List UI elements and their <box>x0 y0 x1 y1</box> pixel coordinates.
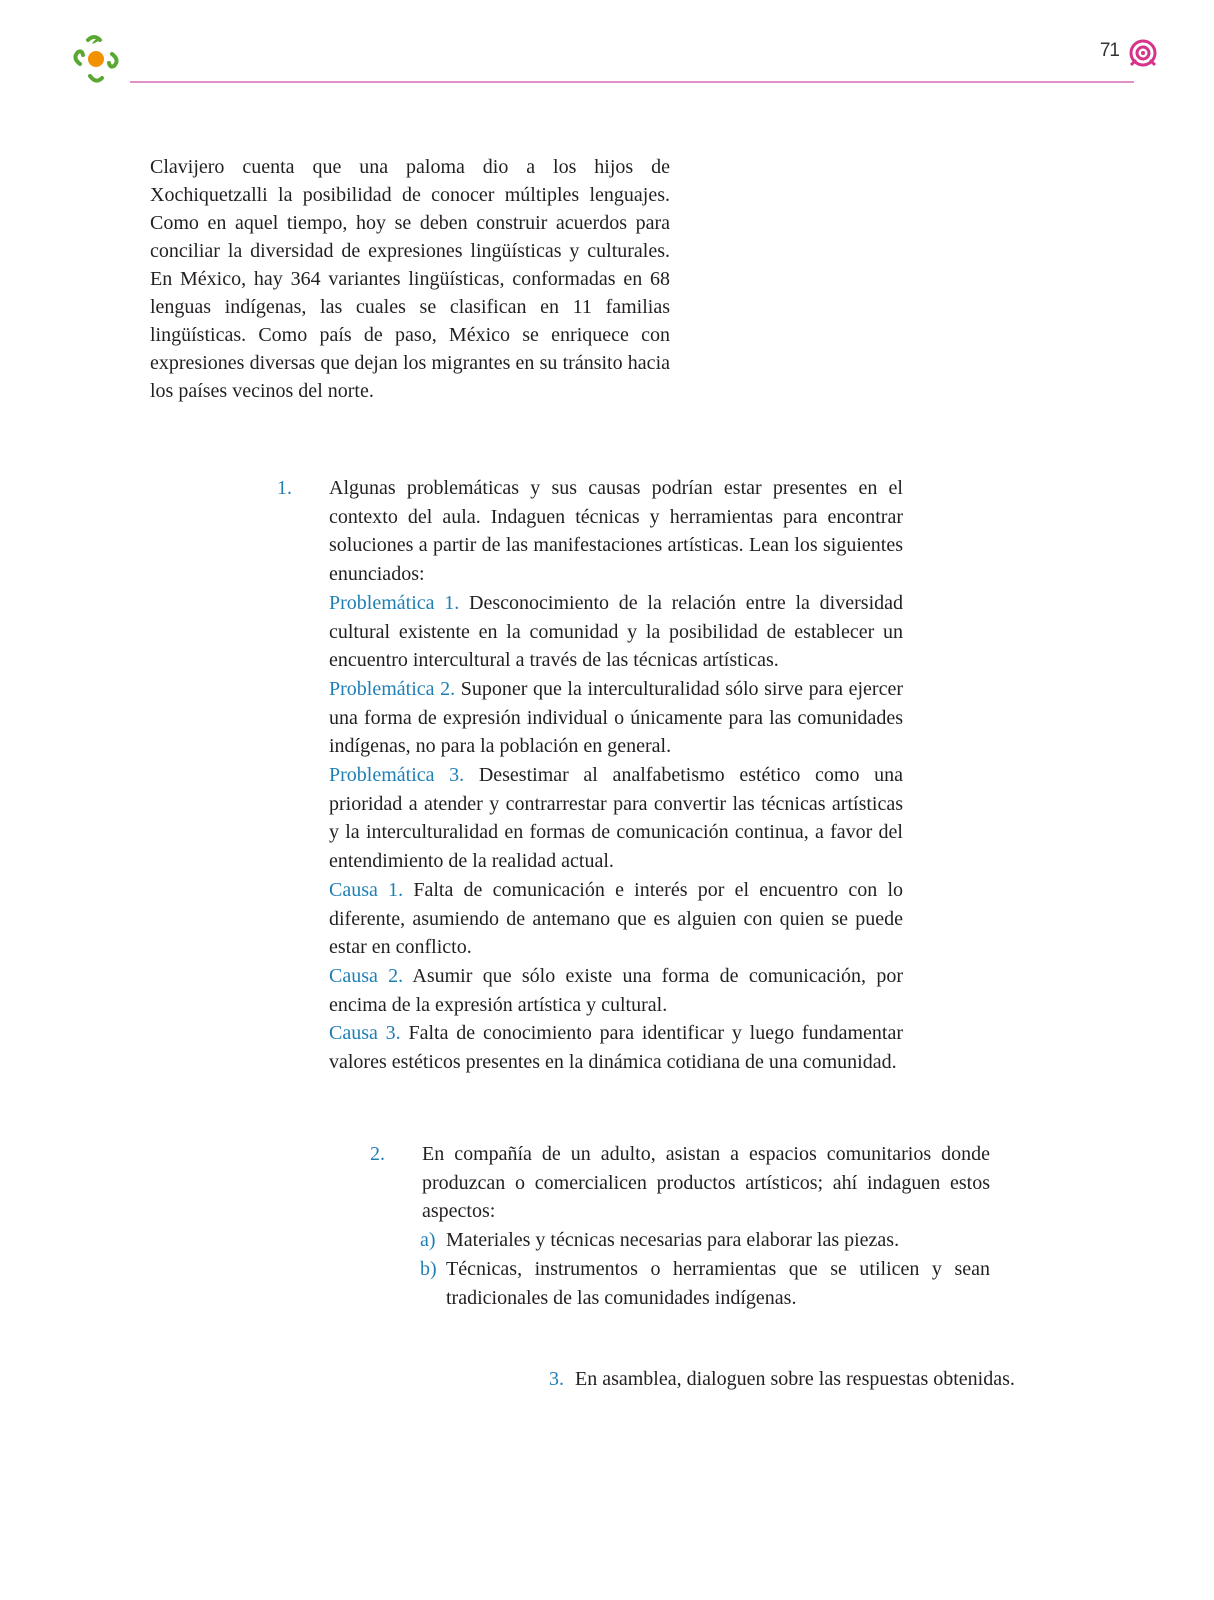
activity-1 <box>277 474 903 1077</box>
cause-item <box>303 962 903 1019</box>
intro-paragraph: Clavijero cuenta que una paloma dio a los hijos de Xochiquetzalli la posibilidad de conocer múltiples lenguajes. Como en aquel tiempo, hoy se deben construir acuerdos para conciliar la diversidad de expresiones lingüísticas y culturales. En México, hay 364 variantes lingüísticas, conformadas en 68 lenguas indígenas, las cuales se clasifican en 11 familias lingüísticas. Como país de paso, México se enriquece con expresiones diversas que dejan los migrantes en su tránsito hacia los países vecinos del norte. <box>150 156 670 402</box>
cause-text: Asumir que sólo existe una forma de comunicación, por encima de la expresión artística y cultural. <box>329 964 903 1016</box>
aspect-item <box>420 1255 990 1312</box>
problem-item <box>303 675 903 761</box>
activity-3 <box>549 1365 1069 1394</box>
ornament-icon <box>1128 38 1158 68</box>
problem-item <box>303 589 903 675</box>
problem-label: Problemática 2. <box>329 677 456 700</box>
cause-text: Falta de comunicación e interés por el encuentro con lo diferente, asumiendo de antemano que es alguien con quien se puede estar en conflicto. <box>329 878 903 959</box>
activity-1-number: 1. <box>277 477 292 499</box>
activity-2-intro <box>370 1140 990 1226</box>
cause-text: Falta de conocimiento para identificar y luego fundamentar valores estéticos presentes en la dinámica cotidiana de una comunidad. <box>329 1022 903 1074</box>
activity-3-intro <box>549 1365 1069 1394</box>
problem-item <box>303 761 903 876</box>
aspect-text: Técnicas, instrumentos o herramientas que se utilicen y sean tradicionales de las comunidades indígenas. <box>446 1257 990 1309</box>
cause-label: Causa 3. <box>329 1022 401 1045</box>
problem-label: Problemática 3. <box>329 764 465 787</box>
activity-2-number: 2. <box>370 1143 385 1165</box>
flower-logo-icon <box>72 34 128 86</box>
problem-label: Problemática 1. <box>329 591 460 614</box>
activity-3-number: 3. <box>549 1368 564 1390</box>
header-rule <box>130 81 1134 83</box>
cause-label: Causa 1. <box>329 878 404 901</box>
aspect-text: Materiales y técnicas necesarias para elaborar las piezas. <box>446 1229 900 1252</box>
activity-2-text: En compañía de un adulto, asistan a espacios comunitarios donde produzcan o comercialicen productos artísticos; ahí indaguen estos aspectos: <box>422 1143 990 1223</box>
activity-2 <box>370 1140 990 1312</box>
page-number: 71 <box>1099 40 1119 61</box>
cause-item <box>303 876 903 962</box>
aspect-label: b) <box>420 1257 437 1280</box>
problem-text: Desconocimiento de la relación entre la diversidad cultural existente en la comunidad y la posibilidad de establecer un encuentro intercultural a través de las técnicas artísticas. <box>329 591 903 672</box>
cause-item <box>303 1019 903 1076</box>
problem-text: Desestimar al analfabetismo estético como una prioridad a atender y contrarrestar para convertir las técnicas artísticas y la interculturalidad en formas de comunicación continua, a favor del entendimiento de la realidad actual. <box>329 764 903 873</box>
aspect-label: a) <box>420 1229 436 1252</box>
aspect-item <box>420 1226 990 1255</box>
activity-1-intro <box>277 474 903 589</box>
activity-3-text: En asamblea, dialoguen sobre las respuestas obtenidas. <box>575 1368 1015 1390</box>
activity-1-text: Algunas problemáticas y sus causas podrían estar presentes en el contexto del aula. Indaguen técnicas y herramientas para encontrar soluciones a partir de las manifestaciones artísticas. Lean los siguientes enunciados: <box>329 477 903 586</box>
problem-text: Suponer que la interculturalidad sólo sirve para ejercer una forma de expresión individual o únicamente para las comunidades indígenas, no para la población en general. <box>329 677 903 758</box>
cause-label: Causa 2. <box>329 964 404 987</box>
